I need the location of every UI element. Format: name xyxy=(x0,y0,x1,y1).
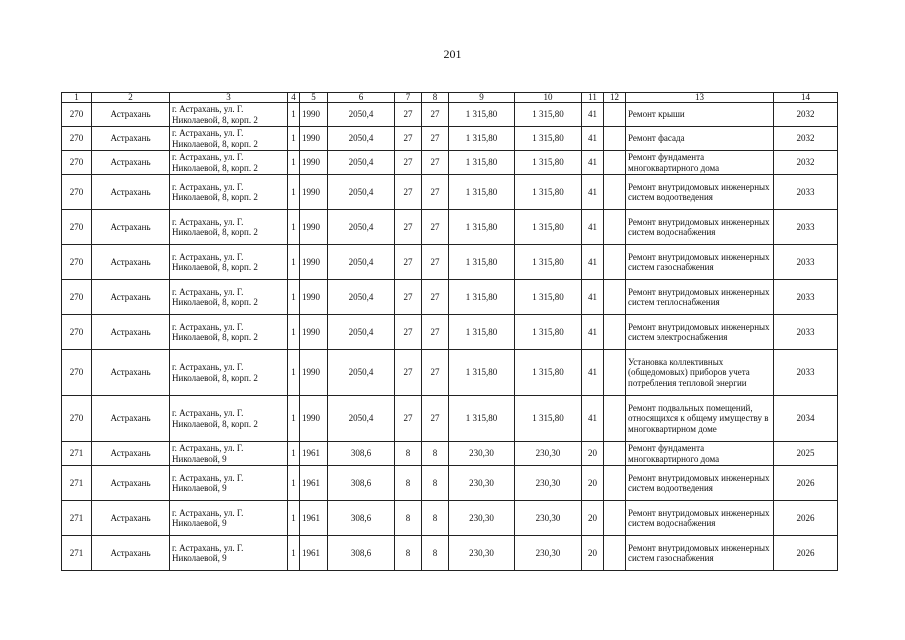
cell-apartments: 27 xyxy=(395,396,422,442)
cell-building-count: 1 xyxy=(288,103,300,127)
cell-planned-year: 2034 xyxy=(774,396,838,442)
cell-planned-year: 2026 xyxy=(774,466,838,501)
column-header-10: 10 xyxy=(515,93,582,103)
cell-repair-work: Ремонт внутридомовых инженерных систем электроснабжения xyxy=(626,315,774,350)
cell-col-12 xyxy=(604,210,626,245)
cell-row-number: 271 xyxy=(62,442,92,466)
cell-repair-work: Установка коллективных (общедомовых) приборов учета потребления тепловой энергии xyxy=(626,350,774,396)
cell-address: г. Астрахань, ул. Г. Николаевой, 8, корп. 2 xyxy=(170,151,288,175)
cell-row-number: 270 xyxy=(62,175,92,210)
cell-total-area: 2050,4 xyxy=(328,315,395,350)
cell-area-owned: 230,30 xyxy=(515,501,582,536)
cell-repair-work: Ремонт подвальных помещений, относящихся к общему имуществу в многоквартирном доме xyxy=(626,396,774,442)
cell-total-area: 2050,4 xyxy=(328,396,395,442)
cell-planned-year: 2033 xyxy=(774,280,838,315)
cell-build-year: 1990 xyxy=(300,103,328,127)
cell-wear-percent: 41 xyxy=(582,103,604,127)
cell-row-number: 270 xyxy=(62,151,92,175)
cell-repair-work: Ремонт внутридомовых инженерных систем водоснабжения xyxy=(626,501,774,536)
cell-col-12 xyxy=(604,151,626,175)
cell-apartments: 27 xyxy=(395,210,422,245)
cell-planned-year: 2032 xyxy=(774,103,838,127)
cell-address: г. Астрахань, ул. Г. Николаевой, 9 xyxy=(170,536,288,571)
cell-area-owned: 1 315,80 xyxy=(515,315,582,350)
cell-settlement: Астрахань xyxy=(92,151,170,175)
cell-residents: 27 xyxy=(422,103,449,127)
cell-planned-year: 2033 xyxy=(774,315,838,350)
cell-living-area: 1 315,80 xyxy=(449,127,515,151)
cell-apartments: 27 xyxy=(395,175,422,210)
cell-build-year: 1990 xyxy=(300,350,328,396)
cell-residents: 8 xyxy=(422,501,449,536)
cell-residents: 27 xyxy=(422,127,449,151)
column-header-9: 9 xyxy=(449,93,515,103)
table-row xyxy=(62,280,838,315)
cell-row-number: 270 xyxy=(62,396,92,442)
cell-row-number: 271 xyxy=(62,501,92,536)
cell-residents: 27 xyxy=(422,210,449,245)
cell-col-12 xyxy=(604,350,626,396)
cell-wear-percent: 41 xyxy=(582,151,604,175)
cell-repair-work: Ремонт фасада xyxy=(626,127,774,151)
cell-planned-year: 2026 xyxy=(774,536,838,571)
cell-row-number: 270 xyxy=(62,280,92,315)
cell-building-count: 1 xyxy=(288,280,300,315)
cell-col-12 xyxy=(604,466,626,501)
cell-row-number: 270 xyxy=(62,210,92,245)
cell-col-12 xyxy=(604,396,626,442)
cell-address: г. Астрахань, ул. Г. Николаевой, 8, корп. 2 xyxy=(170,175,288,210)
cell-area-owned: 1 315,80 xyxy=(515,245,582,280)
cell-apartments: 8 xyxy=(395,466,422,501)
cell-residents: 27 xyxy=(422,245,449,280)
cell-total-area: 2050,4 xyxy=(328,280,395,315)
cell-wear-percent: 41 xyxy=(582,210,604,245)
cell-area-owned: 230,30 xyxy=(515,466,582,501)
cell-settlement: Астрахань xyxy=(92,127,170,151)
cell-settlement: Астрахань xyxy=(92,103,170,127)
cell-area-owned: 1 315,80 xyxy=(515,103,582,127)
column-header-12: 12 xyxy=(604,93,626,103)
table-header-row xyxy=(62,93,838,103)
cell-building-count: 1 xyxy=(288,175,300,210)
table-row xyxy=(62,245,838,280)
cell-settlement: Астрахань xyxy=(92,350,170,396)
cell-row-number: 270 xyxy=(62,315,92,350)
cell-total-area: 308,6 xyxy=(328,442,395,466)
table-row xyxy=(62,315,838,350)
cell-wear-percent: 20 xyxy=(582,442,604,466)
table-row xyxy=(62,536,838,571)
cell-total-area: 2050,4 xyxy=(328,210,395,245)
cell-build-year: 1990 xyxy=(300,151,328,175)
table-row xyxy=(62,127,838,151)
cell-total-area: 2050,4 xyxy=(328,151,395,175)
cell-build-year: 1990 xyxy=(300,127,328,151)
cell-address: г. Астрахань, ул. Г. Николаевой, 8, корп. 2 xyxy=(170,315,288,350)
cell-row-number: 270 xyxy=(62,103,92,127)
cell-area-owned: 1 315,80 xyxy=(515,210,582,245)
cell-residents: 8 xyxy=(422,536,449,571)
cell-apartments: 8 xyxy=(395,501,422,536)
table-row xyxy=(62,466,838,501)
cell-build-year: 1990 xyxy=(300,315,328,350)
cell-building-count: 1 xyxy=(288,396,300,442)
cell-total-area: 2050,4 xyxy=(328,127,395,151)
cell-living-area: 1 315,80 xyxy=(449,103,515,127)
cell-row-number: 270 xyxy=(62,245,92,280)
cell-repair-work: Ремонт фундамента многоквартирного дома xyxy=(626,151,774,175)
cell-build-year: 1961 xyxy=(300,466,328,501)
cell-area-owned: 230,30 xyxy=(515,442,582,466)
column-header-6: 6 xyxy=(328,93,395,103)
cell-planned-year: 2025 xyxy=(774,442,838,466)
column-header-4: 4 xyxy=(288,93,300,103)
cell-building-count: 1 xyxy=(288,127,300,151)
column-header-7: 7 xyxy=(395,93,422,103)
cell-build-year: 1990 xyxy=(300,245,328,280)
cell-building-count: 1 xyxy=(288,466,300,501)
cell-planned-year: 2026 xyxy=(774,501,838,536)
cell-apartments: 27 xyxy=(395,103,422,127)
cell-residents: 27 xyxy=(422,315,449,350)
cell-building-count: 1 xyxy=(288,245,300,280)
cell-building-count: 1 xyxy=(288,536,300,571)
cell-wear-percent: 20 xyxy=(582,536,604,571)
cell-area-owned: 1 315,80 xyxy=(515,396,582,442)
cell-build-year: 1961 xyxy=(300,501,328,536)
cell-total-area: 308,6 xyxy=(328,501,395,536)
cell-repair-work: Ремонт крыши xyxy=(626,103,774,127)
cell-row-number: 271 xyxy=(62,536,92,571)
table-row xyxy=(62,151,838,175)
capital-repair-table xyxy=(61,92,838,571)
cell-settlement: Астрахань xyxy=(92,175,170,210)
cell-build-year: 1961 xyxy=(300,536,328,571)
cell-settlement: Астрахань xyxy=(92,245,170,280)
column-header-14: 14 xyxy=(774,93,838,103)
cell-row-number: 270 xyxy=(62,350,92,396)
cell-planned-year: 2033 xyxy=(774,245,838,280)
cell-apartments: 8 xyxy=(395,442,422,466)
cell-planned-year: 2032 xyxy=(774,127,838,151)
cell-planned-year: 2032 xyxy=(774,151,838,175)
cell-residents: 8 xyxy=(422,466,449,501)
cell-residents: 27 xyxy=(422,151,449,175)
cell-build-year: 1990 xyxy=(300,210,328,245)
cell-area-owned: 1 315,80 xyxy=(515,175,582,210)
cell-settlement: Астрахань xyxy=(92,536,170,571)
cell-settlement: Астрахань xyxy=(92,466,170,501)
cell-wear-percent: 41 xyxy=(582,350,604,396)
cell-total-area: 2050,4 xyxy=(328,175,395,210)
cell-total-area: 2050,4 xyxy=(328,103,395,127)
cell-col-12 xyxy=(604,280,626,315)
cell-col-12 xyxy=(604,175,626,210)
cell-living-area: 1 315,80 xyxy=(449,350,515,396)
page-number: 201 xyxy=(443,47,462,61)
cell-col-12 xyxy=(604,315,626,350)
cell-repair-work: Ремонт внутридомовых инженерных систем водоотведения xyxy=(626,175,774,210)
cell-build-year: 1961 xyxy=(300,442,328,466)
cell-residents: 27 xyxy=(422,280,449,315)
cell-apartments: 27 xyxy=(395,315,422,350)
column-header-2: 2 xyxy=(92,93,170,103)
cell-address: г. Астрахань, ул. Г. Николаевой, 8, корп. 2 xyxy=(170,210,288,245)
cell-repair-work: Ремонт внутридомовых инженерных систем водоснабжения xyxy=(626,210,774,245)
cell-wear-percent: 41 xyxy=(582,175,604,210)
column-header-5: 5 xyxy=(300,93,328,103)
cell-address: г. Астрахань, ул. Г. Николаевой, 9 xyxy=(170,466,288,501)
cell-address: г. Астрахань, ул. Г. Николаевой, 9 xyxy=(170,501,288,536)
cell-apartments: 27 xyxy=(395,350,422,396)
cell-living-area: 1 315,80 xyxy=(449,210,515,245)
cell-area-owned: 1 315,80 xyxy=(515,280,582,315)
cell-repair-work: Ремонт внутридомовых инженерных систем газоснабжения xyxy=(626,245,774,280)
cell-apartments: 27 xyxy=(395,127,422,151)
cell-address: г. Астрахань, ул. Г. Николаевой, 8, корп. 2 xyxy=(170,350,288,396)
cell-planned-year: 2033 xyxy=(774,175,838,210)
cell-col-12 xyxy=(604,245,626,280)
cell-living-area: 230,30 xyxy=(449,466,515,501)
cell-living-area: 1 315,80 xyxy=(449,151,515,175)
cell-planned-year: 2033 xyxy=(774,210,838,245)
cell-wear-percent: 20 xyxy=(582,466,604,501)
cell-total-area: 308,6 xyxy=(328,536,395,571)
table-body xyxy=(62,103,838,571)
cell-col-12 xyxy=(604,442,626,466)
cell-residents: 8 xyxy=(422,442,449,466)
column-header-13: 13 xyxy=(626,93,774,103)
cell-area-owned: 1 315,80 xyxy=(515,127,582,151)
cell-area-owned: 1 315,80 xyxy=(515,350,582,396)
cell-address: г. Астрахань, ул. Г. Николаевой, 8, корп. 2 xyxy=(170,280,288,315)
cell-address: г. Астрахань, ул. Г. Николаевой, 8, корп. 2 xyxy=(170,103,288,127)
table-row xyxy=(62,442,838,466)
cell-settlement: Астрахань xyxy=(92,501,170,536)
cell-build-year: 1990 xyxy=(300,396,328,442)
cell-area-owned: 230,30 xyxy=(515,536,582,571)
cell-settlement: Астрахань xyxy=(92,442,170,466)
cell-living-area: 1 315,80 xyxy=(449,315,515,350)
cell-repair-work: Ремонт внутридомовых инженерных систем теплоснабжения xyxy=(626,280,774,315)
cell-residents: 27 xyxy=(422,396,449,442)
cell-building-count: 1 xyxy=(288,350,300,396)
cell-row-number: 271 xyxy=(62,466,92,501)
cell-settlement: Астрахань xyxy=(92,210,170,245)
cell-living-area: 1 315,80 xyxy=(449,175,515,210)
cell-settlement: Астрахань xyxy=(92,396,170,442)
cell-building-count: 1 xyxy=(288,315,300,350)
cell-repair-work: Ремонт внутридомовых инженерных систем водоотведения xyxy=(626,466,774,501)
cell-living-area: 1 315,80 xyxy=(449,245,515,280)
cell-apartments: 27 xyxy=(395,245,422,280)
cell-wear-percent: 20 xyxy=(582,501,604,536)
cell-building-count: 1 xyxy=(288,151,300,175)
cell-residents: 27 xyxy=(422,175,449,210)
cell-wear-percent: 41 xyxy=(582,127,604,151)
cell-repair-work: Ремонт фундамента многоквартирного дома xyxy=(626,442,774,466)
table-row xyxy=(62,175,838,210)
cell-building-count: 1 xyxy=(288,442,300,466)
column-header-8: 8 xyxy=(422,93,449,103)
cell-building-count: 1 xyxy=(288,501,300,536)
cell-total-area: 2050,4 xyxy=(328,350,395,396)
cell-build-year: 1990 xyxy=(300,280,328,315)
cell-apartments: 27 xyxy=(395,280,422,315)
table-row xyxy=(62,103,838,127)
cell-area-owned: 1 315,80 xyxy=(515,151,582,175)
table-row xyxy=(62,350,838,396)
cell-settlement: Астрахань xyxy=(92,315,170,350)
cell-wear-percent: 41 xyxy=(582,315,604,350)
cell-col-12 xyxy=(604,501,626,536)
cell-row-number: 270 xyxy=(62,127,92,151)
table-row xyxy=(62,501,838,536)
cell-living-area: 1 315,80 xyxy=(449,396,515,442)
cell-building-count: 1 xyxy=(288,210,300,245)
cell-col-12 xyxy=(604,103,626,127)
cell-wear-percent: 41 xyxy=(582,280,604,315)
cell-wear-percent: 41 xyxy=(582,245,604,280)
cell-repair-work: Ремонт внутридомовых инженерных систем газоснабжения xyxy=(626,536,774,571)
cell-address: г. Астрахань, ул. Г. Николаевой, 9 xyxy=(170,442,288,466)
cell-address: г. Астрахань, ул. Г. Николаевой, 8, корп. 2 xyxy=(170,245,288,280)
cell-total-area: 2050,4 xyxy=(328,245,395,280)
cell-apartments: 8 xyxy=(395,536,422,571)
cell-col-12 xyxy=(604,127,626,151)
column-header-1: 1 xyxy=(62,93,92,103)
cell-living-area: 1 315,80 xyxy=(449,280,515,315)
cell-settlement: Астрахань xyxy=(92,280,170,315)
column-header-3: 3 xyxy=(170,93,288,103)
table-row xyxy=(62,210,838,245)
cell-apartments: 27 xyxy=(395,151,422,175)
table-row xyxy=(62,396,838,442)
cell-living-area: 230,30 xyxy=(449,501,515,536)
cell-build-year: 1990 xyxy=(300,175,328,210)
cell-living-area: 230,30 xyxy=(449,536,515,571)
cell-total-area: 308,6 xyxy=(328,466,395,501)
cell-address: г. Астрахань, ул. Г. Николаевой, 8, корп. 2 xyxy=(170,396,288,442)
cell-address: г. Астрахань, ул. Г. Николаевой, 8, корп. 2 xyxy=(170,127,288,151)
column-header-11: 11 xyxy=(582,93,604,103)
cell-planned-year: 2033 xyxy=(774,350,838,396)
cell-wear-percent: 41 xyxy=(582,396,604,442)
cell-residents: 27 xyxy=(422,350,449,396)
cell-living-area: 230,30 xyxy=(449,442,515,466)
cell-col-12 xyxy=(604,536,626,571)
